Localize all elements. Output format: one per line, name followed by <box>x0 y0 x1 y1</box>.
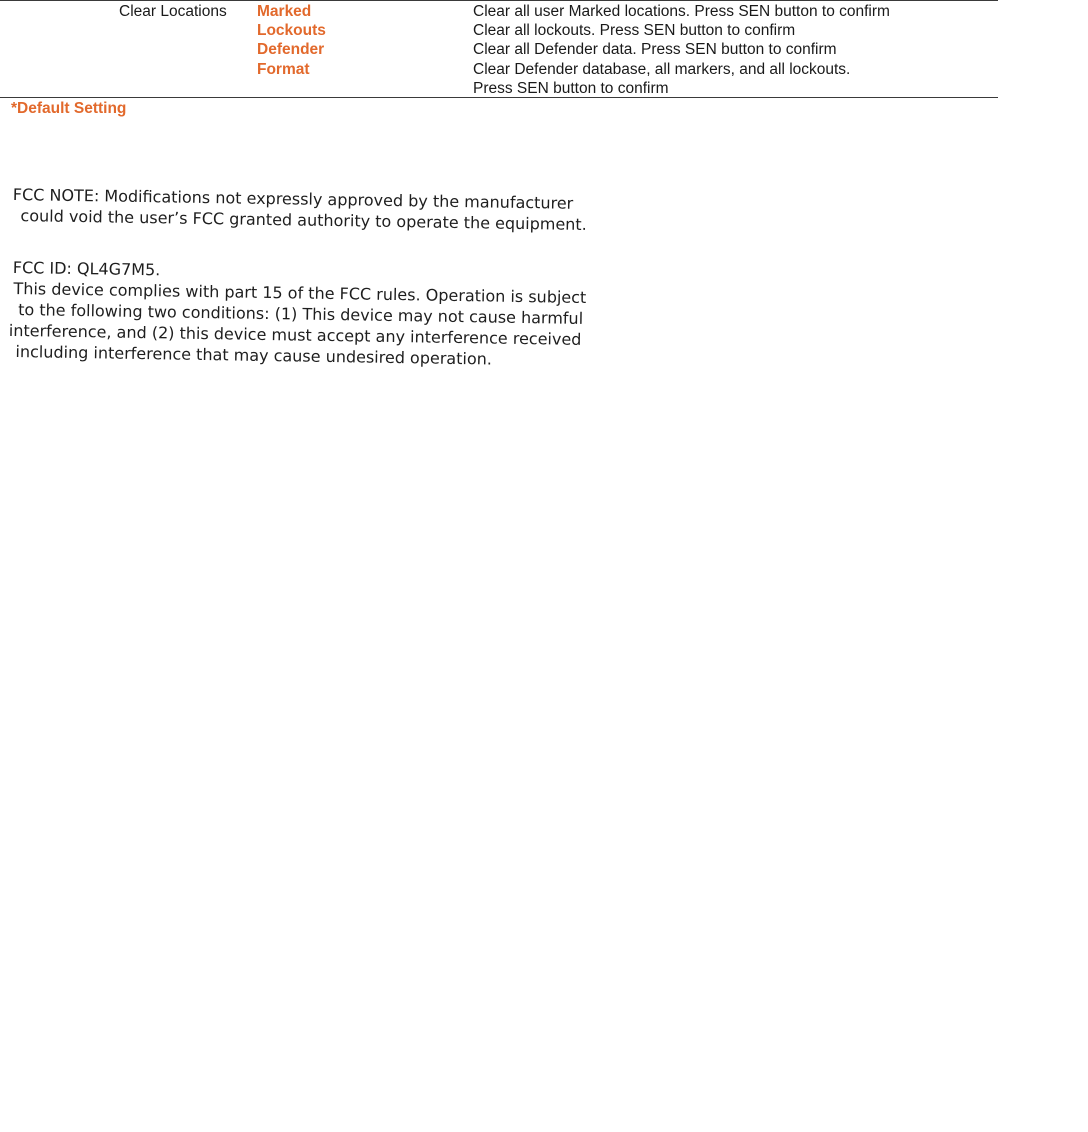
fcc-id: FCC ID: QL4G7M5. <box>12 257 161 280</box>
table-row <box>0 79 998 98</box>
fcc-compliance-line: interference, and (2) this device must accept any interference received <box>8 320 582 349</box>
option-description: Press SEN button to confirm <box>473 80 669 97</box>
option-name: Format <box>257 61 310 78</box>
table-row <box>0 21 998 40</box>
fcc-compliance-line: including interference that may cause undesired operation. <box>15 342 493 369</box>
table-bottom-rule <box>0 97 998 98</box>
option-description: Clear all Defender data. Press SEN button to confirm <box>473 41 837 58</box>
fcc-note-line: FCC NOTE: Modifications not expressly approved by the manufacturer <box>12 184 574 213</box>
default-setting-note: *Default Setting <box>11 100 127 117</box>
fcc-compliance-line: to the following two conditions: (1) This device may not cause harmful <box>18 300 584 328</box>
fcc-note <box>12 184 587 235</box>
option-name: Lockouts <box>257 22 326 39</box>
table-top-rule <box>0 0 998 1</box>
option-name: Marked <box>257 3 312 20</box>
setting-name: Clear Locations <box>119 3 227 20</box>
fcc-compliance <box>8 257 587 371</box>
option-description: Clear Defender database, all markers, and all lockouts. <box>473 61 851 78</box>
table-row <box>0 40 998 59</box>
table-row <box>0 60 998 79</box>
table-row <box>0 2 998 21</box>
fcc-compliance-line: This device complies with part 15 of the FCC rules. Operation is subject <box>13 279 587 308</box>
option-description: Clear all user Marked locations. Press SEN button to confirm <box>473 3 890 20</box>
option-description: Clear all lockouts. Press SEN button to confirm <box>473 22 796 39</box>
option-name: Defender <box>257 41 325 58</box>
fcc-note-line: could void the user’s FCC granted authority to operate the equipment. <box>20 206 587 235</box>
